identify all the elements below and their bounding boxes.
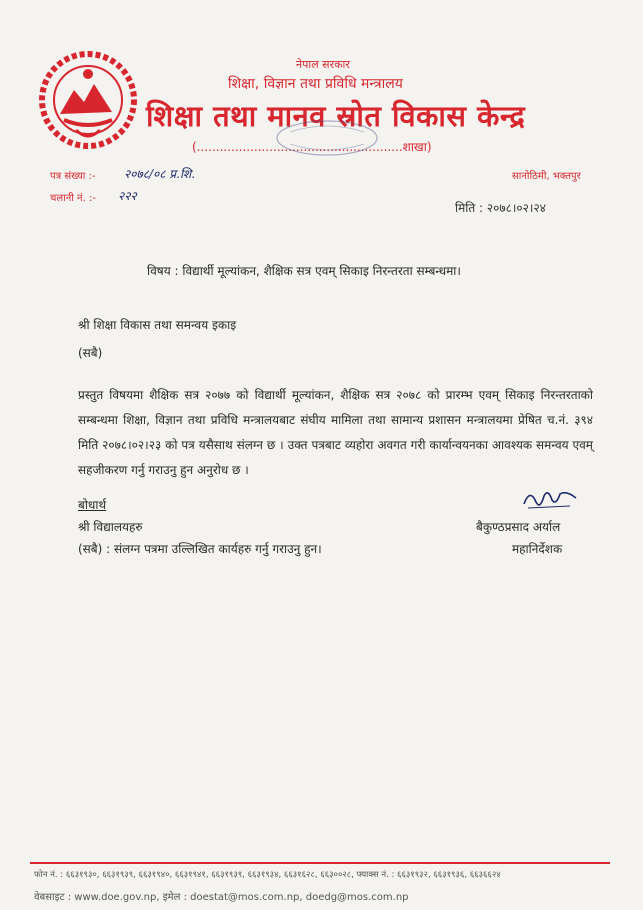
- signer-title: महानिर्देशक: [512, 542, 563, 556]
- footer-web: वेबसाइट : www.doe.gov.np, इमेल : doestat@mos.com.np, doedg@mos.com.np: [34, 892, 409, 903]
- footer-phone: फोन नं. : ६६३१९३०, ६६३१९३९, ६६३१९४०, ६६३१९४१, ६६३१९३९, ६६३१९३४, ६६३१६२८, ६६३००२८, फ्याक्स नं. : ६६३१९३२, ६६३१९३६, ६६३६६२४: [34, 870, 501, 880]
- government-name: नेपाल सरकार: [296, 58, 350, 71]
- dispatch-number-label: चलानी नं. :-: [50, 193, 96, 204]
- branch-line: (......................................................शाखा): [192, 140, 432, 154]
- cc-heading: बोधार्थ: [78, 498, 107, 512]
- letter-subject: विषय : विद्यार्थी मूल्यांकन, शैक्षिक सत्र एवम् सिकाइ निरन्तरता सम्बन्धमा।: [147, 264, 461, 278]
- ministry-name: शिक्षा, विज्ञान तथा प्रविधि मन्त्रालय: [228, 76, 403, 92]
- cc-recipient: श्री विद्यालयहरु: [78, 520, 143, 534]
- letter-date: मिति : २०७८।०२।२४: [455, 201, 546, 215]
- cc-note: (सबै) : संलग्न पत्रमा उल्लिखित कार्यहरु गर्नु गराउनु हुन।: [78, 542, 322, 556]
- reference-number-label: पत्र संख्या :-: [50, 171, 96, 182]
- reference-number-value: २०७८/०८ प्र.शि.: [124, 167, 196, 181]
- letter-paragraph: प्रस्तुत विषयमा शैक्षिक सत्र २०७७ को विद्यार्थी मूल्यांकन, शैक्षिक सत्र २०७८ को प्रारम्भ एवम् सिकाइ निरन्तरताको सम्बन्धमा शिक्षा, विज्ञान तथा प्रविधि मन्त्रालयबाट संघीय मामिला तथा सामान्य प्रशासन मन्त्रालयमा प्रेषित च.नं. ३९४ मिति २०७८।०२।२३ को पत्र यसैसाथ संलग्न छ । उक्त पत्रबाट व्यहोरा अवगत गरी कार्यान्वयनका आवश्यक समन्वय एवम् सहजीकरण गर्नु गराउनु हुन अनुरोध छ ।: [78, 388, 593, 477]
- addressee: श्री शिक्षा विकास तथा समन्वय इकाइ: [78, 318, 237, 332]
- office-seal-icon: [272, 118, 382, 158]
- office-address: सानोठिमी, भक्तपुर: [512, 171, 581, 182]
- signature-icon: [520, 484, 580, 512]
- footer-divider: [30, 862, 610, 864]
- dispatch-number-value: २२२: [118, 189, 137, 203]
- signer-name: बैकुण्ठप्रसाद अर्याल: [476, 520, 561, 534]
- nepal-emblem-icon: [38, 50, 138, 150]
- addressee-all: (सबै): [78, 346, 103, 360]
- center-name: शिक्षा तथा मानव स्रोत विकास केन्द्र: [146, 99, 526, 133]
